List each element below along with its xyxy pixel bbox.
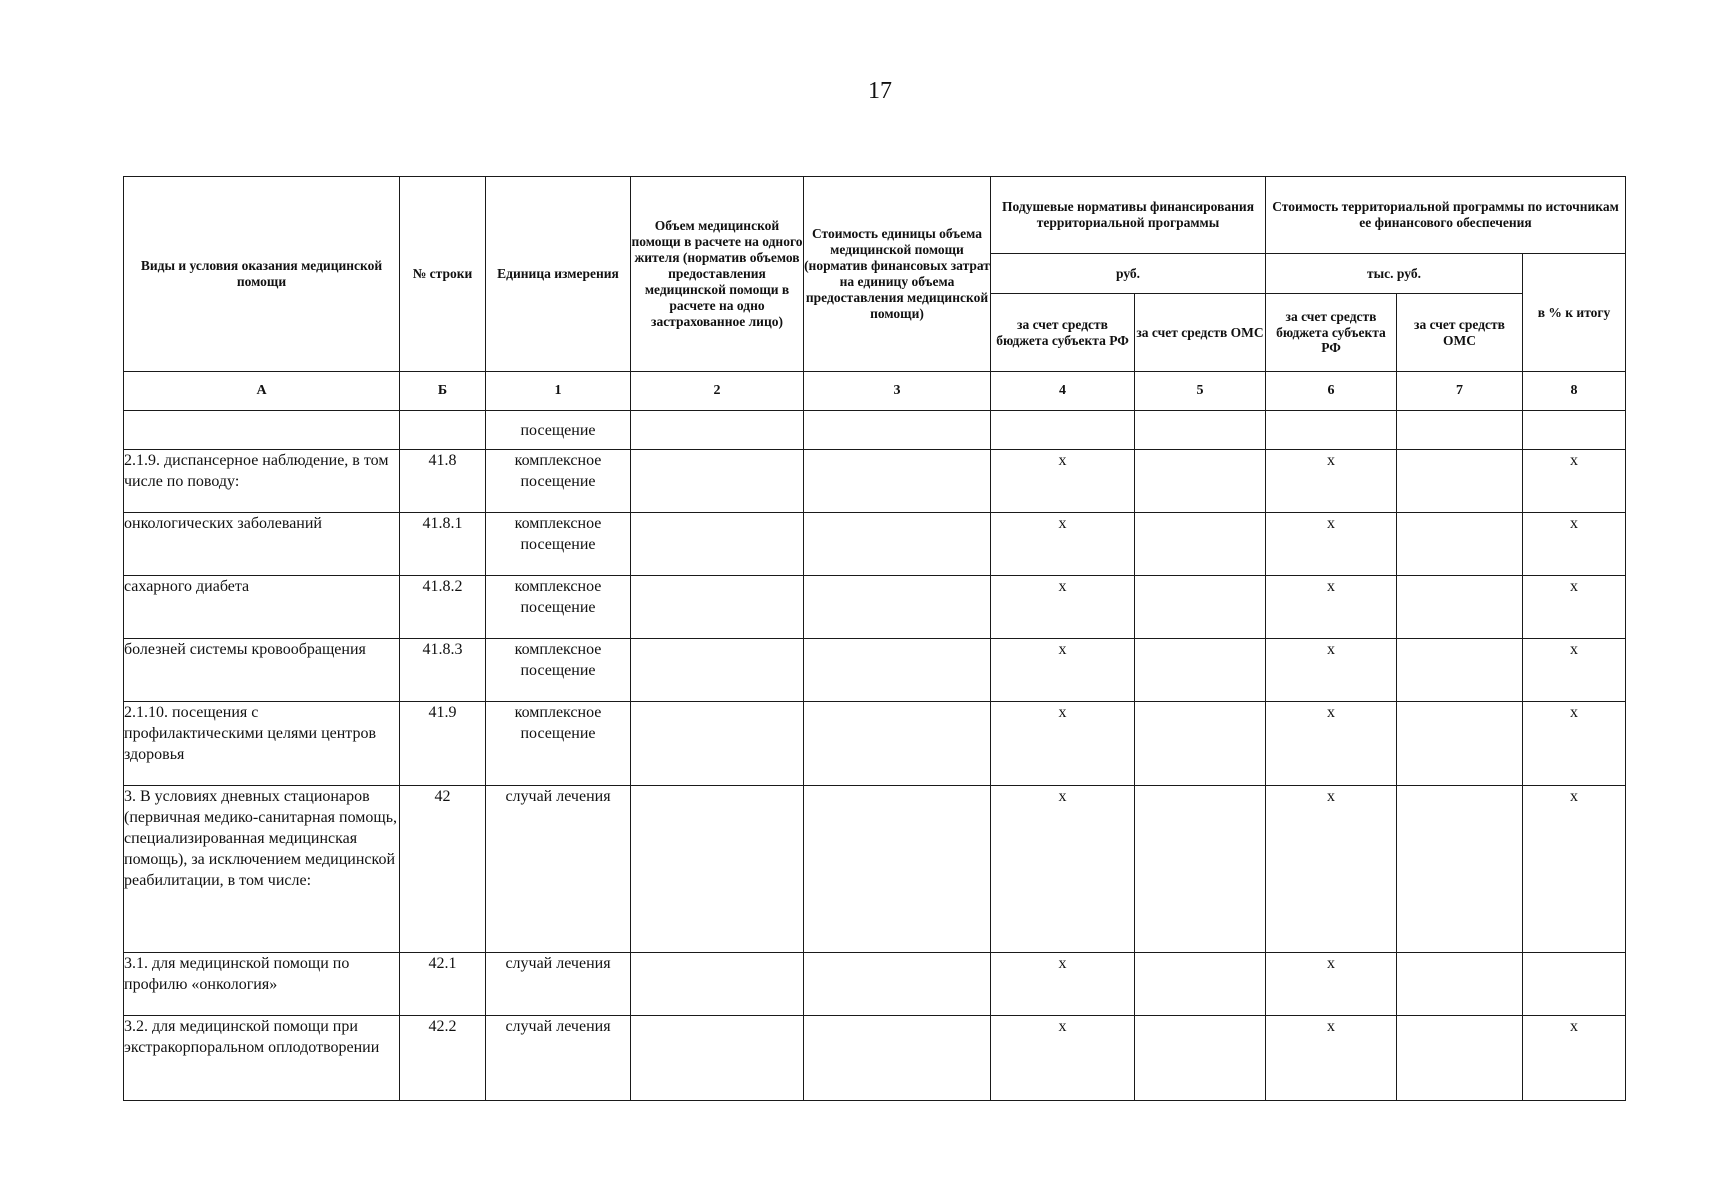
cell-col-3: [804, 702, 991, 786]
cell-col-6: х: [1266, 576, 1397, 639]
cell-col-5: [1135, 953, 1266, 1016]
cell-col-5: [1135, 450, 1266, 513]
financing-table: [123, 176, 1626, 1101]
cell-col-3: [804, 953, 991, 1016]
cell-col-3: [804, 786, 991, 953]
cell-col-5: [1135, 513, 1266, 576]
cell-col-4: х: [991, 786, 1135, 953]
cell-col-8: х: [1523, 513, 1626, 576]
row-name: [124, 411, 400, 450]
cell-col-7: [1397, 576, 1523, 639]
table-row: [124, 786, 1626, 953]
row-name: 2.1.9. диспансерное наблюдение, в том числе по поводу:: [124, 450, 400, 513]
cell-col-7: [1397, 639, 1523, 702]
row-number: 41.8: [400, 450, 486, 513]
header-group-norms: Подушевые нормативы финансирования территориальной программы: [991, 177, 1266, 254]
header-col-1: Единица измерения: [486, 177, 631, 372]
row-number: 42: [400, 786, 486, 953]
row-number: [400, 411, 486, 450]
cell-col-2: [631, 576, 804, 639]
page-number: 17: [868, 78, 892, 104]
cell-col-6: х: [1266, 639, 1397, 702]
cell-col-8: х: [1523, 702, 1626, 786]
table-row: [124, 450, 1626, 513]
cell-col-6: х: [1266, 702, 1397, 786]
cell-col-2: [631, 450, 804, 513]
column-number: 5: [1135, 372, 1266, 411]
cell-col-8: [1523, 411, 1626, 450]
header-col-b: № строки: [400, 177, 486, 372]
row-name: онкологических заболеваний: [124, 513, 400, 576]
row-number: 41.8.1: [400, 513, 486, 576]
column-number: А: [124, 372, 400, 411]
cell-col-7: [1397, 702, 1523, 786]
cell-col-3: [804, 576, 991, 639]
table-row: [124, 1016, 1626, 1101]
cell-col-3: [804, 639, 991, 702]
table-row: [124, 702, 1626, 786]
row-name: 3.2. для медицинской помощи при экстракорпоральном оплодотворении: [124, 1016, 400, 1101]
row-name: 2.1.10. посещения с профилактическими целями центров здоровья: [124, 702, 400, 786]
column-number: 2: [631, 372, 804, 411]
table-row: [124, 513, 1626, 576]
cell-col-3: [804, 450, 991, 513]
column-number: 8: [1523, 372, 1626, 411]
table-row: [124, 639, 1626, 702]
cell-col-8: [1523, 953, 1626, 1016]
cell-col-8: х: [1523, 576, 1626, 639]
table-row: [124, 953, 1626, 1016]
cell-col-2: [631, 702, 804, 786]
row-unit: комплексное посещение: [486, 576, 631, 639]
row-unit: комплексное посещение: [486, 639, 631, 702]
cell-col-6: х: [1266, 450, 1397, 513]
cell-col-6: [1266, 411, 1397, 450]
header-percent-total: в % к итогу: [1523, 254, 1626, 372]
cell-col-5: [1135, 639, 1266, 702]
cell-col-4: х: [991, 639, 1135, 702]
table-body: [124, 411, 1626, 1101]
cell-col-6: х: [1266, 786, 1397, 953]
cell-col-6: х: [1266, 953, 1397, 1016]
row-name: сахарного диабета: [124, 576, 400, 639]
cell-col-2: [631, 786, 804, 953]
table-row: [124, 576, 1626, 639]
header-rub: руб.: [991, 254, 1266, 294]
cell-col-4: х: [991, 1016, 1135, 1101]
cell-col-2: [631, 513, 804, 576]
column-number: 1: [486, 372, 631, 411]
cell-col-2: [631, 639, 804, 702]
cell-col-5: [1135, 702, 1266, 786]
row-name: 3.1. для медицинской помощи по профилю «онкология»: [124, 953, 400, 1016]
cell-col-7: [1397, 513, 1523, 576]
row-unit: комплексное посещение: [486, 513, 631, 576]
row-number: 42.1: [400, 953, 486, 1016]
cell-col-5: [1135, 786, 1266, 953]
header-col-3: Стоимость единицы объема медицинской помощи (норматив финансовых затрат на единицу объема предоставления медицинской помощи): [804, 177, 991, 372]
cell-col-2: [631, 411, 804, 450]
column-number: Б: [400, 372, 486, 411]
header-col-6: за счет средств бюджета субъекта РФ: [1266, 294, 1397, 372]
cell-col-4: х: [991, 702, 1135, 786]
cell-col-7: [1397, 786, 1523, 953]
cell-col-6: х: [1266, 1016, 1397, 1101]
cell-col-7: [1397, 1016, 1523, 1101]
cell-col-8: х: [1523, 786, 1626, 953]
header-col-a: Виды и условия оказания медицинской помощи: [124, 177, 400, 372]
header-col-5: за счет средств ОМС: [1135, 294, 1266, 372]
row-unit: случай лечения: [486, 1016, 631, 1101]
header-col-4: за счет средств бюджета субъекта РФ: [991, 294, 1135, 372]
row-number: 41.8.3: [400, 639, 486, 702]
cell-col-3: [804, 1016, 991, 1101]
header-col-2: Объем медицинской помощи в расчете на одного жителя (норматив объемов предоставления медицинской помощи в расчете на одно застрахованное лицо): [631, 177, 804, 372]
cell-col-7: [1397, 411, 1523, 450]
cell-col-3: [804, 411, 991, 450]
row-unit: комплексное посещение: [486, 702, 631, 786]
column-number: 6: [1266, 372, 1397, 411]
row-number: 42.2: [400, 1016, 486, 1101]
cell-col-4: [991, 411, 1135, 450]
header-thous-rub: тыс. руб.: [1266, 254, 1523, 294]
cell-col-5: [1135, 411, 1266, 450]
cell-col-2: [631, 953, 804, 1016]
row-name: болезней системы кровообращения: [124, 639, 400, 702]
column-numbers-row: [124, 372, 1626, 411]
column-number: 7: [1397, 372, 1523, 411]
table-header: [124, 177, 1626, 411]
row-unit: посещение: [486, 411, 631, 450]
cell-col-5: [1135, 576, 1266, 639]
column-number: 4: [991, 372, 1135, 411]
row-unit: комплексное посещение: [486, 450, 631, 513]
table-row: [124, 411, 1626, 450]
header-group-cost: Стоимость территориальной программы по источникам ее финансового обеспечения: [1266, 177, 1626, 254]
cell-col-4: х: [991, 513, 1135, 576]
cell-col-5: [1135, 1016, 1266, 1101]
cell-col-4: х: [991, 953, 1135, 1016]
cell-col-4: х: [991, 450, 1135, 513]
cell-col-4: х: [991, 576, 1135, 639]
row-number: 41.8.2: [400, 576, 486, 639]
cell-col-3: [804, 513, 991, 576]
row-number: 41.9: [400, 702, 486, 786]
column-number: 3: [804, 372, 991, 411]
cell-col-8: х: [1523, 450, 1626, 513]
cell-col-7: [1397, 450, 1523, 513]
cell-col-6: х: [1266, 513, 1397, 576]
row-unit: случай лечения: [486, 786, 631, 953]
cell-col-2: [631, 1016, 804, 1101]
cell-col-8: х: [1523, 639, 1626, 702]
cell-col-8: х: [1523, 1016, 1626, 1101]
header-col-7: за счет средств ОМС: [1397, 294, 1523, 372]
row-name: 3. В условиях дневных стационаров (первичная медико-санитарная помощь, специализированная медицинская помощь), за исключением медицинской реабилитации, в том числе:: [124, 786, 400, 953]
row-unit: случай лечения: [486, 953, 631, 1016]
cell-col-7: [1397, 953, 1523, 1016]
